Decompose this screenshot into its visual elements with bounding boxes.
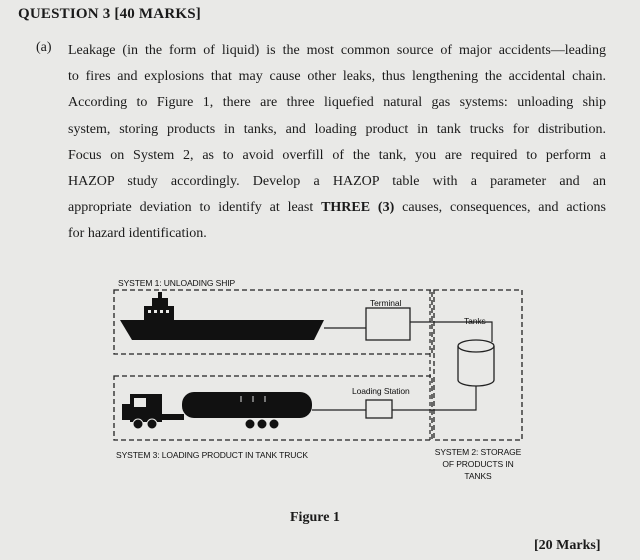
paragraph-text: causes, consequences, and actions [394, 200, 606, 216]
system3-label: SYSTEM 3: LOADING PRODUCT IN TANK TRUCK [116, 450, 308, 460]
system2-label-line: OF PRODUCTS IN [442, 459, 514, 469]
paragraph-line: Focus on System 2, as to avoid overfill of the tank, you are required to perform a [68, 147, 606, 163]
part-label: (a) [36, 40, 52, 55]
terminal-label: Terminal [370, 298, 402, 308]
loading-station-label: Loading Station [352, 386, 410, 396]
emphasis-text: THREE (3) [321, 200, 395, 216]
system1-label: SYSTEM 1: UNLOADING SHIP [118, 278, 236, 288]
figure-caption: Figure 1 [290, 510, 340, 525]
loading-station-box [366, 400, 392, 418]
paragraph-line: According to Figure 1, there are three liquefied natural gas systems: unloading ship [68, 95, 606, 111]
figure-1 [100, 268, 540, 508]
system2-label [430, 446, 526, 482]
paragraph-line: to fires and explosions that may cause other leaks, thus lengthening the accidental chain. [68, 69, 606, 85]
tank-truck-icon [122, 392, 312, 429]
paragraph-line-emphasis [68, 195, 606, 221]
paragraph-line: system, storing products in tanks, and loading product in tank trucks for distribution. [68, 121, 606, 137]
question-heading: QUESTION 3 [40 MARKS] [18, 6, 201, 22]
system2-boundary [434, 290, 522, 440]
terminal-box [366, 308, 410, 340]
system2-label-line: TANKS [464, 471, 492, 481]
paragraph-line: Leakage (in the form of liquid) is the most common source of major accidents—leading [68, 43, 606, 58]
tanks-label: Tanks [464, 316, 486, 326]
question-paragraph [68, 38, 606, 248]
paragraph-text: appropriate deviation to identify at least [68, 200, 322, 216]
tank-icon [458, 340, 494, 386]
marks-label: [20 Marks] [534, 538, 601, 553]
paragraph-line: HAZOP study accordingly. Develop a HAZOP table with a parameter and an [68, 174, 606, 190]
ship-icon [120, 292, 324, 340]
system2-label-line: SYSTEM 2: STORAGE [434, 447, 522, 457]
paragraph-line: for hazard identification. [68, 226, 207, 242]
